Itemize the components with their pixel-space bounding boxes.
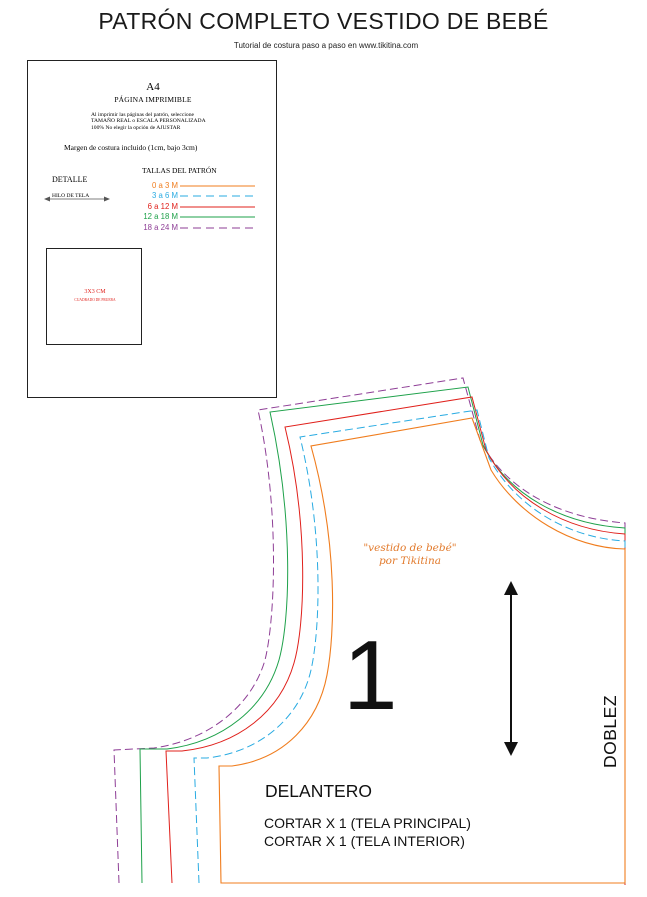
detail-label: DETALLE — [52, 175, 88, 184]
brand-line: por Tikitina — [378, 555, 442, 567]
page-title: PATRÓN COMPLETO VESTIDO DE BEBÉ — [98, 8, 549, 34]
paper-size-label: A4 — [146, 81, 160, 93]
sizes-title: TALLAS DEL PATRÓN — [142, 166, 217, 175]
instruction-line: Al imprimir las páginas del patrón, seleccione — [91, 112, 194, 118]
test-square-sublabel: CUADRADO DE PRUEBA — [74, 298, 116, 302]
size-label: 6 a 12 M — [147, 202, 178, 211]
piece-number: 1 — [343, 620, 398, 730]
test-square-label: 3X3 CM — [84, 289, 106, 295]
cut-instruction-lining: CORTAR X 1 (TELA INTERIOR) — [264, 833, 465, 849]
instruction-line: 100% No elegir la opción de AJUSTAR — [91, 124, 181, 131]
fold-label: DOBLEZ — [600, 694, 620, 768]
brand-line: "vestido de bebé" — [363, 542, 457, 554]
grain-direction-arrow-icon — [504, 581, 518, 756]
outline-0-3 — [219, 418, 625, 883]
page-subtitle: Tutorial de costura paso a paso en www.tikitina.com — [233, 41, 419, 50]
size-label: 18 a 24 M — [143, 223, 178, 232]
outline-3-6 — [194, 410, 625, 885]
piece-name: DELANTERO — [265, 781, 372, 801]
brand-watermark — [354, 542, 466, 568]
instruction-line: TAMAÑO REAL o ESCALA PERSONALIZADA — [91, 118, 206, 125]
grain-label: HILO DE TELA — [52, 193, 90, 199]
printable-label: PÁGINA IMPRIMIBLE — [114, 95, 192, 104]
size-label: 12 a 18 M — [143, 212, 178, 221]
size-label: 3 a 6 M — [151, 191, 178, 200]
size-label: 0 a 3 M — [151, 181, 178, 190]
cut-instruction-main: CORTAR X 1 (TELA PRINCIPAL) — [264, 815, 471, 831]
seam-margin-note: Margen de costura incluido (1cm, bajo 3cm) — [64, 143, 198, 152]
